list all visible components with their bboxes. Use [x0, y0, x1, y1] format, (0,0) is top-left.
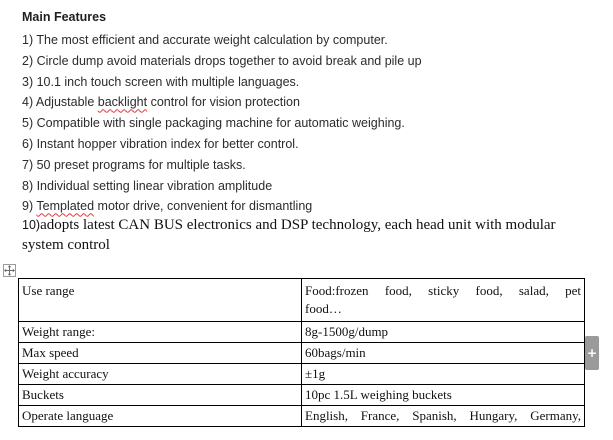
- spec-table: [18, 278, 585, 427]
- table-cell-value[interactable]: 10pc 1.5L weighing buckets: [302, 385, 585, 406]
- cell-text-line: English, France, Spanish, Hungary, Germany,: [305, 408, 581, 423]
- table-row: [19, 322, 585, 343]
- table-cell-label[interactable]: Max speed: [19, 343, 302, 364]
- add-row-button[interactable]: [585, 336, 599, 370]
- table-cell-label[interactable]: Use range: [19, 279, 302, 322]
- table-row: [19, 406, 585, 427]
- feature-text: 9): [22, 199, 37, 214]
- feature-item: 1) The most efficient and accurate weight calculation by computer.: [22, 33, 388, 47]
- cell-text-line: Food:frozen food, sticky food, salad, pet: [305, 283, 581, 298]
- table-cell-label[interactable]: Weight accuracy: [19, 364, 302, 385]
- table-cell-value[interactable]: 8g-1500g/dump: [302, 322, 585, 343]
- table-row: [19, 279, 585, 322]
- spellcheck-flagged-word[interactable]: backlight: [97, 95, 148, 110]
- feature-text: control for vision protection: [147, 95, 300, 110]
- table-cell-label[interactable]: Buckets: [19, 385, 302, 406]
- feature-item: 8) Individual setting linear vibration amplitude: [22, 178, 273, 193]
- feature-item: [22, 92, 422, 113]
- table-cell-value[interactable]: ±1g: [302, 364, 585, 385]
- table-cell-value[interactable]: [302, 406, 585, 427]
- move-table-icon[interactable]: [2, 263, 17, 278]
- feature-text: adopts latest CAN BUS electronics and DSP technology, each head unit with modular system control: [22, 217, 556, 253]
- table-cell-value[interactable]: [302, 279, 585, 322]
- feature-text: 4) Adjustable: [22, 95, 98, 110]
- feature-list: [22, 30, 422, 217]
- heading: Main Features: [22, 10, 107, 24]
- feature-item-10: [22, 215, 597, 255]
- table-row: [19, 343, 585, 364]
- plus-icon: +: [586, 346, 598, 360]
- table-cell-label[interactable]: Weight range:: [19, 322, 302, 343]
- spellcheck-flagged-word[interactable]: Templated: [36, 199, 95, 214]
- feature-item: 5) Compatible with single packaging machine for automatic weighing.: [22, 116, 405, 131]
- cell-text-line: food…: [305, 301, 342, 316]
- table-row: [19, 385, 585, 406]
- feature-number: 10): [22, 218, 41, 232]
- feature-text: motor drive, convenient for dismantling: [94, 199, 313, 214]
- feature-item: 6) Instant hopper vibration index for better control.: [22, 136, 299, 151]
- table-cell-value[interactable]: 60bags/min: [302, 343, 585, 364]
- move-table-icon[interactable]: [2, 263, 17, 278]
- feature-item: 7) 50 preset programs for multiple tasks.: [22, 157, 246, 172]
- feature-item: 3) 10.1 inch touch screen with multiple languages.: [22, 74, 300, 89]
- feature-item: 2) Circle dump avoid materials drops together to avoid break and pile up: [22, 53, 422, 68]
- table-row: [19, 364, 585, 385]
- table-cell-label[interactable]: Operate language: [19, 406, 302, 427]
